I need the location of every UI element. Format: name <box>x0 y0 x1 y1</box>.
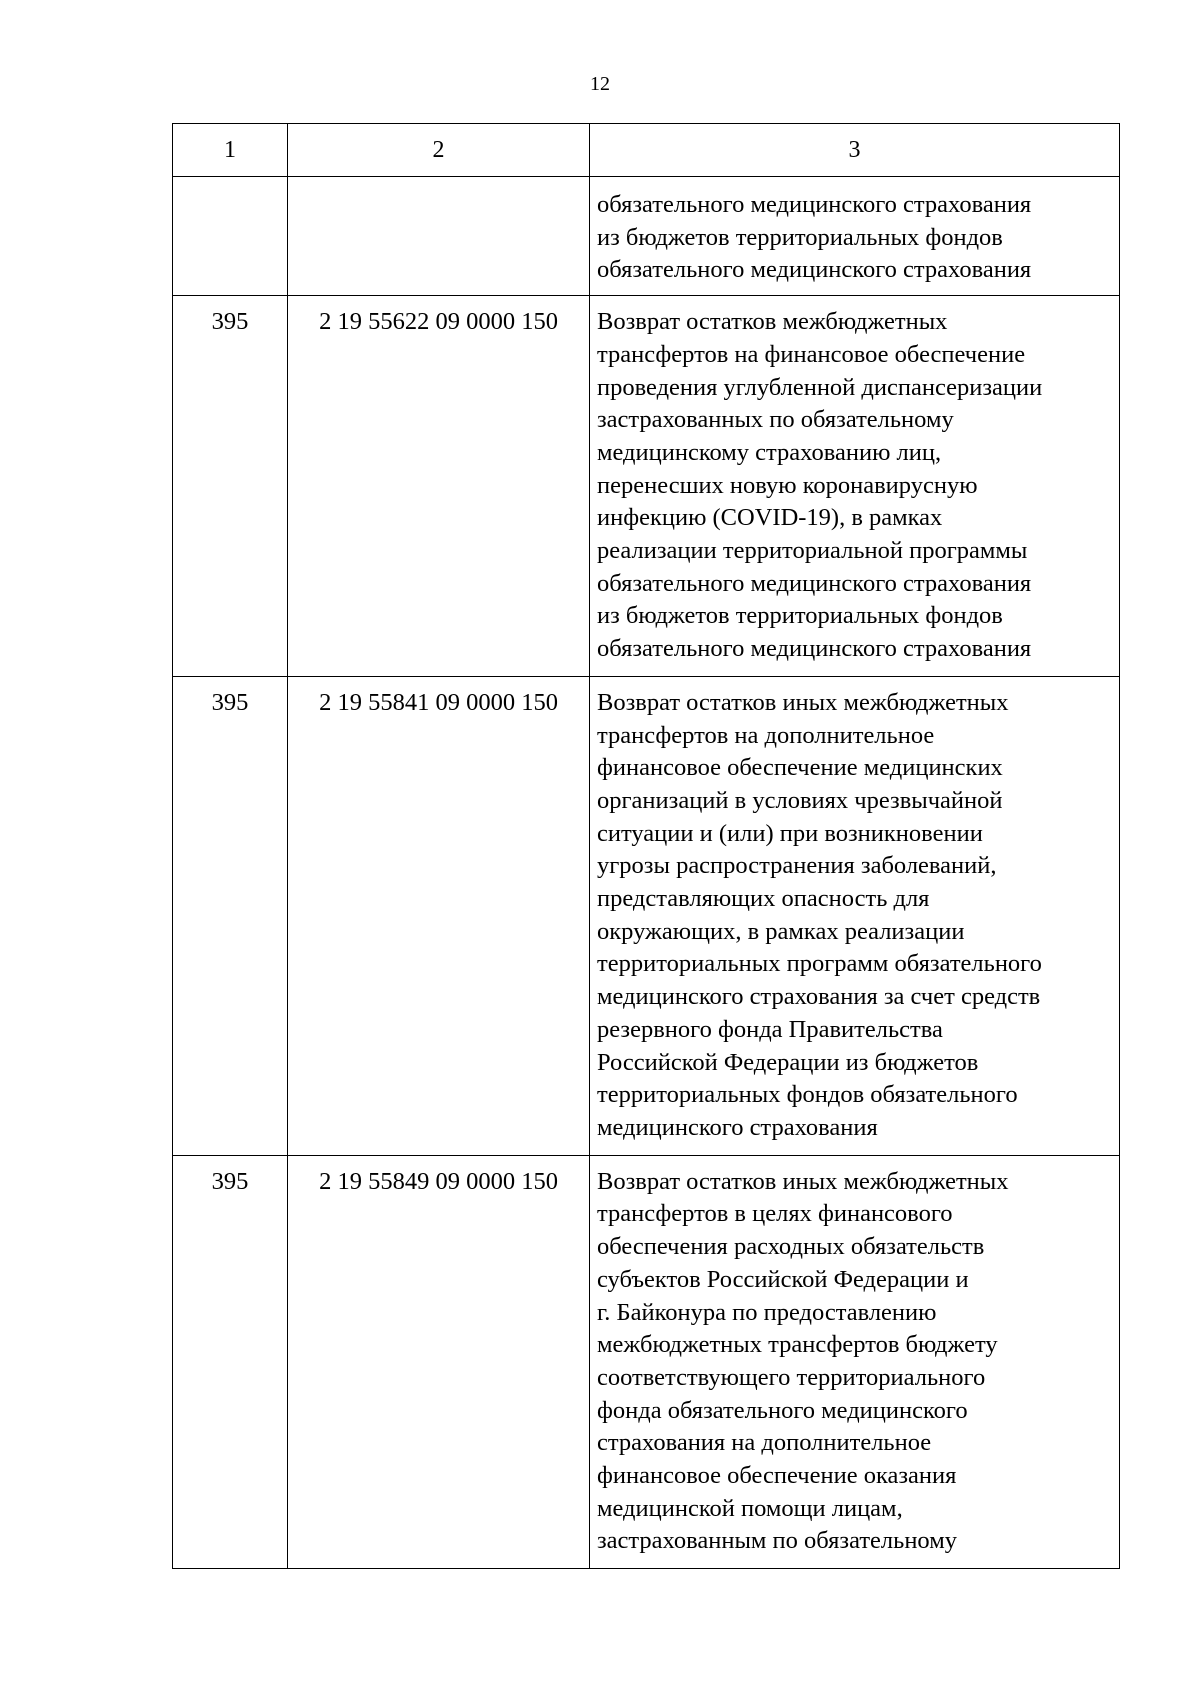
budget-code-table <box>172 123 1120 1569</box>
description-line: межбюджетных трансфертов бюджету <box>597 1331 998 1359</box>
budget-code-cell: 2 19 55622 09 0000 150 <box>288 296 590 677</box>
description-line: организаций в условиях чрезвычайной <box>597 786 1003 814</box>
description-line: представляющих опасность для <box>597 885 930 913</box>
description-line: г. Байконура по предоставлению <box>597 1298 937 1326</box>
description-cell <box>590 296 1120 677</box>
description-line: застрахованным по обязательному <box>597 1527 957 1555</box>
description-line: обязательного медицинского страхования <box>597 256 1032 284</box>
description-line: страхования на дополнительное <box>597 1429 932 1457</box>
description-line: обязательного медицинского страхования <box>597 191 1032 218</box>
description-line: субъектов Российской Федерации и <box>597 1265 969 1293</box>
description-line: Возврат остатков иных межбюджетных <box>597 688 1009 716</box>
description-line: Возврат остатков иных межбюджетных <box>597 1167 1009 1195</box>
description-line: перенесших новую коронавирусную <box>597 471 978 499</box>
row-number-cell: 395 <box>173 676 288 1155</box>
description-line: финансовое обеспечение оказания <box>597 1462 957 1490</box>
description-cell <box>590 676 1120 1155</box>
description-line: территориальных фондов обязательного <box>597 1081 1018 1109</box>
description-line: медицинского страхования за счет средств <box>597 983 1041 1011</box>
budget-code-cell: 2 19 55849 09 0000 150 <box>288 1155 590 1568</box>
description-line: трансфертов в целях финансового <box>597 1200 953 1228</box>
table-row <box>173 177 1120 296</box>
table-row <box>173 1155 1120 1568</box>
table-row <box>173 676 1120 1155</box>
row-number-cell <box>173 177 288 296</box>
description-line: фонда обязательного медицинского <box>597 1396 968 1424</box>
table-row <box>173 296 1120 677</box>
description-line: из бюджетов территориальных фондов <box>597 223 1003 251</box>
header-col-1: 1 <box>173 124 288 177</box>
description-cell <box>590 1155 1120 1568</box>
description-line: угрозы распространения заболеваний, <box>597 852 997 880</box>
description-line: застрахованных по обязательному <box>597 406 954 434</box>
description-line: соответствующего территориального <box>597 1363 986 1391</box>
description-line: медицинской помощи лицам, <box>597 1494 903 1522</box>
description-line: трансфертов на финансовое обеспечение <box>597 340 1026 368</box>
header-col-3: 3 <box>590 124 1120 177</box>
description-line: обязательного медицинского страхования <box>597 569 1032 597</box>
description-line: трансфертов на дополнительное <box>597 721 935 749</box>
description-cell <box>590 177 1120 296</box>
description-line: Российской Федерации из бюджетов <box>597 1048 979 1076</box>
description-line: реализации территориальной программы <box>597 537 1028 565</box>
description-line: финансовое обеспечение медицинских <box>597 754 1003 782</box>
description-line: ситуации и (или) при возникновении <box>597 819 983 847</box>
table-header-row <box>173 124 1120 177</box>
description-line: медицинскому страхованию лиц, <box>597 438 942 466</box>
description-line: инфекцию (COVID-19), в рамках <box>597 504 943 532</box>
description-line: территориальных программ обязательного <box>597 950 1042 978</box>
budget-code-cell <box>288 177 590 296</box>
description-line: проведения углубленной диспансеризации <box>597 373 1043 401</box>
description-line: медицинского страхования <box>597 1113 878 1141</box>
description-line: обеспечения расходных обязательств <box>597 1233 985 1261</box>
description-line: Возврат остатков межбюджетных <box>597 308 948 336</box>
header-col-2: 2 <box>288 124 590 177</box>
description-line: резервного фонда Правительства <box>597 1015 943 1043</box>
budget-code-cell: 2 19 55841 09 0000 150 <box>288 676 590 1155</box>
row-number-cell: 395 <box>173 296 288 677</box>
row-number-cell: 395 <box>173 1155 288 1568</box>
description-line: из бюджетов территориальных фондов <box>597 602 1003 630</box>
page-number: 12 <box>590 73 610 95</box>
description-line: окружающих, в рамках реализации <box>597 917 965 945</box>
description-line: обязательного медицинского страхования <box>597 635 1032 663</box>
